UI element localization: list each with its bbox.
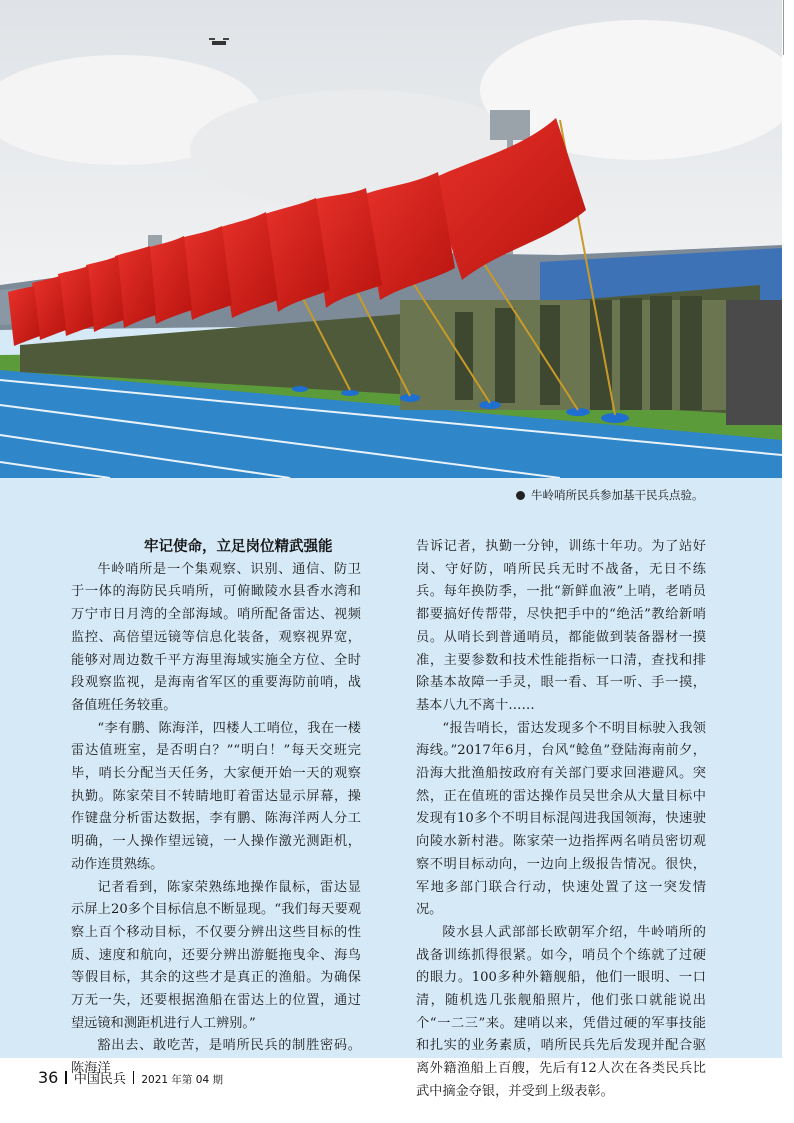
- issue-label: 2021 年第 04 期: [141, 1074, 223, 1086]
- bullet-dot-icon: [516, 491, 525, 500]
- paragraph: 告诉记者，执勤一分钟，训练十年功。为了站好岗、守好防，哨所民兵无时不战备，无日不练兵。每年换防季，一批“新鲜血液”上哨，老哨员都要搞好传帮带，尽快把手中的“绝活”教给新哨员。从哨长到普通哨员，都能做到装备器材一摸准，主要参数和技术性能指标一口清，查找和排除基本故障一手灵，眼一看、耳一听、手一摸，基本八九不离十……: [416, 539, 706, 713]
- paragraph: 陵水县人武部部长欧朝军介绍，牛岭哨所的战备训练抓得很紧。如今，哨员个个练就了过硬的眼力。100多种外籍舰船，他们一眼明、一口清，随机选几张舰船照片，他们张口就能说出个“一二三”来。建哨以来，凭借过硬的军事技能和扎实的业务素质，哨所民兵先后发现并配合驱离外籍渔船上百艘，先后有12人次在各类民兵比武中摘金夺银，并受到上级表彰。: [416, 924, 706, 1099]
- article-column-right: [416, 536, 706, 1104]
- page-edge-marker: [783, 0, 794, 55]
- page-number: 36: [38, 1068, 59, 1087]
- footer-divider: [133, 1071, 135, 1084]
- footer-divider: [65, 1071, 67, 1084]
- caption-text: 牛岭哨所民兵参加基干民兵点验。: [531, 488, 704, 502]
- paragraph: “报告哨长，雷达发现多个不明目标驶入我领海线。”2017年6月，台风“鲶鱼”登陆海南前夕，沿海大批渔船按政府有关部门要求回港避风。突然，正在值班的雷达操作员吴世余从大量目标中发现有10多个不明目标混闯进我国领海，快速驶向陵水新村港。陈家荣一边指挥两名哨员密切观察不明目标动向，一边向上级报告情况。很快，军地多部门联合行动，快速处置了这一突发情况。: [416, 720, 706, 918]
- paragraph: “李有鹏、陈海洋，四楼人工哨位，我在一楼雷达值班室，是否明白？”“明白！”每天交班完毕，哨长分配当天任务，大家便开始一天的观察执勤。陈家荣目不转睛地盯着雷达显示屏幕，操作键盘分析雷达数据，李有鹏、陈海洋两人分工明确，一人操作望远镜，一人操作激光测距机，动作连贯熟练。: [71, 720, 361, 872]
- paragraph: 豁出去、敢吃苦，是哨所民兵的制胜密码。陈海洋: [71, 1038, 361, 1077]
- section-heading: 牢记使命，立足岗位精武强能: [144, 539, 333, 555]
- photo-caption: [516, 487, 776, 503]
- article-column-left: [71, 536, 361, 1081]
- magazine-name: 中国民兵: [73, 1072, 126, 1087]
- paragraph: 记者看到，陈家荣熟练地操作鼠标，雷达显示屏上20多个目标信息不断显现。“我们每天要观察上百个移动目标，不仅要分辨出这些目标的性质、速度和航向，还要分辨出游艇拖曳伞、海鸟等假目标，其余的这些才是真正的渔船。为确保万无一失，还要根据渔船在雷达上的位置，通过望远镜和测距机进行人工辨别。”: [71, 879, 361, 1031]
- page-footer: [38, 1068, 223, 1087]
- paragraph: 牛岭哨所是一个集观察、识别、通信、防卫于一体的海防民兵哨所，可俯瞰陵水县香水湾和万宁市日月湾的全部海域。哨所配备雷达、视频监控、高倍望远镜等信息化装备，观察视界宽，能够对周边数千平方海里海域实施全方位、全时段观察监视，是海南省军区的重要海防前哨，战备值班任务较重。: [71, 561, 361, 713]
- militia-inspection-photo: [0, 0, 782, 478]
